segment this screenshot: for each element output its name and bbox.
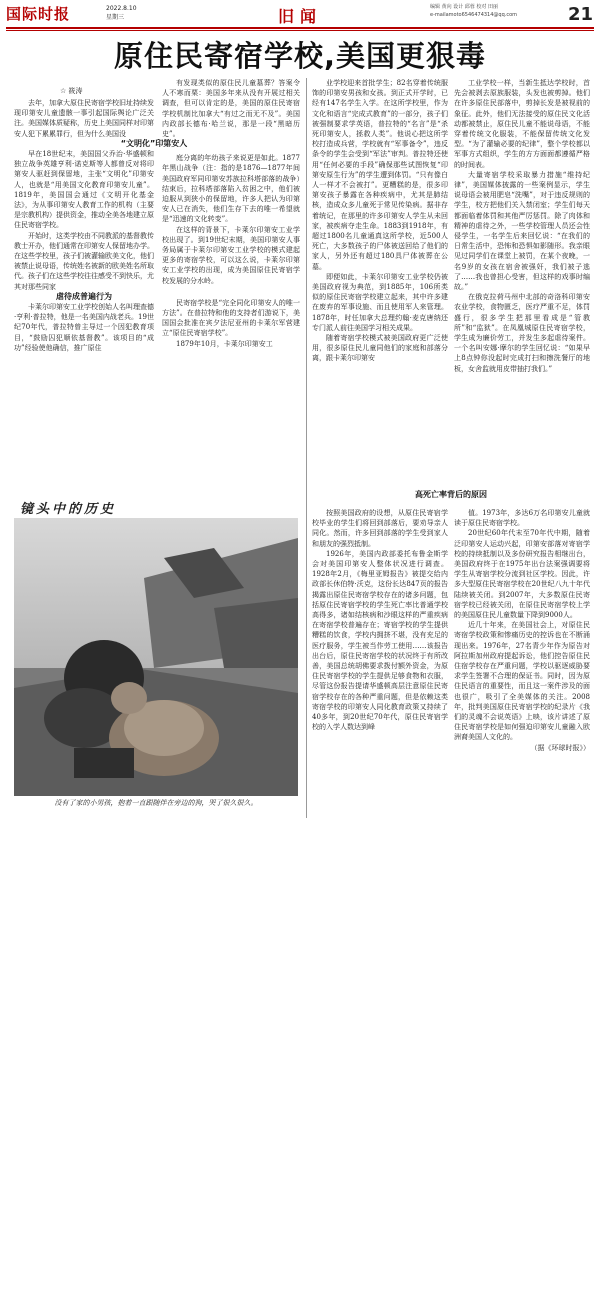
source-credit: （据《环球时报》） — [530, 743, 590, 752]
section-title: 旧闻 — [278, 7, 323, 26]
page-header — [0, 0, 600, 28]
masthead-brand: 国际时报 — [6, 5, 71, 23]
photo-watermark-label: 无处可去 — [34, 1290, 71, 1300]
spacer — [162, 286, 300, 298]
editor-contacts: 编辑 黄向 设计 邱蓉 校对 田丽 e-mailamoto6546474314@qq.com — [430, 4, 518, 18]
header-rule — [6, 27, 594, 29]
historical-photo — [14, 518, 298, 796]
paragraph: 随着寄宿学校模式被美国政府更广泛使用，很多原住民儿童同他们的家庭和部落分离，跟卡莱尔印第安 — [312, 334, 448, 363]
paragraph: 大量寄宿学校采取暴力措施“维持纪律”，美国媒体披露的一些案例显示，学生说母语会被用肥皂“洗嘴”，对于违反规则的学生，校方把他们关入禁闭室；学生们每天都面临着体罚和其他严厉惩罚。除了肉体和精神的虐待之外，一些学校管理人员还会性侵学生，一名学生后来回忆说：“在我们的日常生活中，恐怖和恐惧如影随形。我亲眼见过同学们在课堂上被罚，在某个夜晚，一名9岁的女孩在宿舍被强奸，我们被子逃了……我也曾担心受害，但这样的戏事时编故。” — [454, 170, 590, 292]
article-column-3 — [312, 78, 448, 482]
paragraph: 去年，加拿大原住民寄宿学校旧址持续发现印第安儿童遗骸一事引起国际舆论广泛关注。美国媒体质疑称，历史上美国同样对印第安人犯下累累罪行，但为什么美国没 — [14, 99, 154, 138]
subheading-container — [312, 490, 590, 504]
spacer — [162, 139, 300, 153]
paragraph: 按照美国政府的设想，从原住民寄宿学校毕业的学生们将回到部落后，要劝导亲人同化。然而，许多回到部落的学生受到家人和朋友的强烈抵制。 — [312, 509, 448, 548]
photo-illustration — [14, 518, 298, 796]
column-divider — [306, 78, 307, 818]
paragraph: 民寄宿学校是“完全同化印第安人的唯一方法”。在普拉特和他的支持者们游说下，美国国会批准在宾夕法尼亚州的卡莱尔军营建立“原住民寄宿学校”。 — [162, 298, 300, 338]
paragraph: 开始时，这类学校由不同教派的基督教传教士开办，他们通常在印第安人保留地办学。在这些学校里，孩子们被灌输欧美文化，他们被禁止说母语，传统姓名被新的欧美姓名所取代。孩子们在这些学校往往感受不到快乐，尤其对那些同家 — [14, 231, 154, 291]
paragraph: 庭分离的年幼孩子来说更是如此。1877年黑山战争（注：指的是1876—1877年间美国政府军同印第安苏族拉科塔部落的战争）结束后，拉科塔部落陷入贫困之中，他们被迫服从到狭小的保留地，许多人把认为印第安人已在消失，他们生存下去的唯一希望就是“迅速的文化转变”。 — [162, 154, 300, 224]
paragraph: 有发现类似的原住民儿童墓葬？答案令人不寒而栗：美国多年来从没有开展过相关调查，但可以肯定的是，美国的原住民寄宿学校机制比加拿大“有过之而无不及”。美国内政部长德布·哈兰说，那是一段“黑暗历史”。 — [162, 79, 300, 139]
header-rule-thin — [6, 30, 594, 31]
photo-section-title: 镜头中的历史 — [20, 502, 117, 517]
paragraph: 在俄克拉荷马州中北部的奇洛科印第安农业学校，食物匮乏，医疗严重不足，体罚盛行，很多学生把那里看成是“管教所”和“监狱”。在凤凰城原住民寄宿学校，学生成为廉价劳工，并发生多起虐待案件。一个名叫安娜·摩尔的学生回忆说：“如果早上8点钟你没起时完成打扫和擦洗餐厅的地板，女舍监就用皮带抽打我们。” — [454, 293, 590, 373]
paragraph: 1879年10月，卡莱尔印第安工 — [176, 339, 273, 348]
issue-date: 2022.8.10 星期三 — [106, 5, 137, 21]
photo-caption: 没有了家的小男孩，抱着一直跟随伴在旁边的狗，哭了很久很久。 — [54, 799, 258, 807]
paragraph: 工业学校一样，当新生抵达学校时，首先会被剥去原族服装，头发也被剪掉。他们在许多原住民部落中，剪掉长发是被视前的象征。此外，他们无法接受的原住民文化活动都被禁止，原住民儿童不能说母语，不能穿着传统文化服装，不能保留传统文化发型。“为了灌输必要的纪律”，整个学校都以军事方式组织，学生的方方面面都遵循严格的时间表。 — [454, 79, 590, 169]
article-column-4 — [454, 78, 590, 482]
paragraph: 业学校迎来首批学生；82名穿着传统服饰的印第安男孩和女孩。到正式开学时，已经有147名学生入学。在这所学校里，作为文化和语言“完成式教育”的一部分，孩子们被强制要求学英语，普拉特的“名言”是“杀死印第安人，拯救人类”。他说心把这所学校打造成兵营，学校就有“军事备令”，违反条令的学生会受到“军法”审判。普拉特还使用“任何必要的手段”确保那些试图恢复“印第安原生行为”的学生遭到体罚。“只有像白人一样才不会被打”。更糟糕的是，很多印第安孩子暴露在各种疾病中，尤其是肺结核，造成众多儿童死于常见传染病。据非存着统记，在那里的许多印第安人学生从未回家，被疾病夺走生命。1883到1918年，有超过1800名儿童通真这所学校，近500人死亡，大多数孩子的尸体被送回给了他们的家人，另外还有超过180具尸体被葬在公墓。 — [312, 79, 448, 271]
article-column-5 — [312, 508, 448, 818]
page-number: 21 — [568, 4, 594, 25]
subheading-civilize: “文明化”印第安人 — [120, 138, 188, 148]
paragraph: 在这样的背景下，卡莱尔印第安工业学校出现了。到19世纪末期，美国印第安人事务局属于卡莱尔印第安工业学校的模式建起更多的寄宿学校，可以这么说，卡莱尔印第安工业学校的出现，成为美国原住民寄宿学校发展的分水岭。 — [162, 225, 300, 285]
paragraph: 1926年，美国内政部委托布鲁金斯学会对美国印第安人整体状况进行调查。1928年2月，《梅里亚姆报告》被提交给内政部长休伯特·沃克，这份长达847页的报告揭露出原住民寄宿学校存在的诸多问题，包括原住民寄宿学校的学生死亡率比普通学校高得多，诸如结核病和沙眼这样的严重疾病在寄宿学校普遍存在；寄宿学校的学生提供糟糕的饮食，学校内拥挤不堪，没有充足的医疗服务，学生被当作劳工使用……该报告出台后，原住民寄宿学校的状况终于有所改善，美国总统胡佛要求拨付额外资金，为原住民寄宿学校的学生提供足够食物和衣服，尽管这份报告提请华盛顿高层注意原住民寄宿学校存在的各种严重问题，但是依赖这类寄宿学校的印第安人同化教育政策又持续了40多年，到20世纪70年代，原住民寄宿学校的入学人数达到峰 — [312, 549, 448, 732]
article-column-2 — [162, 78, 300, 496]
paragraph: 早在18世纪末，美国国父乔治·华盛顿和独立战争英雄亨利·诺克斯等人都曾反对将印第安人驱赶到保留地，主张“文明化”印第安人，也就是“用美国文化教育印第安儿童”。1819年，美国国会通过《文明开化基金法》，为从事印第安人教育工作的机构（主要是宗教机构）提供资金，推动全美各地建立原住民寄宿学校。 — [14, 150, 154, 230]
article-column-6 — [454, 508, 590, 818]
subheading-death-rate: 高死亡率背后的原因 — [415, 490, 487, 499]
paragraph: 即便如此，卡莱尔印第安工业学校仍被美国政府视为典范，到1885年，106所类似的原住民寄宿学校建立起来，其中许多建在废弃的军事设施、而且使用军人来管理。1878年，时任加拿大总理约翰·麦克唐纳还专门派人前往美国学习相关成果。 — [312, 272, 448, 332]
history-photo-box — [14, 498, 298, 1300]
headline: 原住民寄宿学校,美国更狠毒 — [113, 39, 487, 73]
paragraph: 20世纪60年代末至70年代中期，随着泛印第安人运动兴起，印第安部落对寄宿学校的持续抵制以及多份研究报告相继出台，美国政府终于在1975年出台法案强调要将学生从寄宿学校分流到社区学校。因此，许多大型原住民寄宿学校在20世纪八九十年代陆续被关闭。到2007年，大多数原住民寄宿学校已经被关闭，在原住民寄宿学校上学的美国原住民儿童数量下降到9000人。 — [454, 529, 590, 620]
subheading-abuse: 虐待成普遍行为 — [56, 291, 112, 301]
article-column-1 — [14, 98, 188, 496]
author-byline: ☆ 筱涛 — [60, 87, 83, 95]
paragraph: 近几十年来，在美国社会上，对原住民寄宿学校政策和惨痛历史的控诉也在不断涌现出来。1976年，27名青少年作为原告对阿拉斯加州政府提起诉讼，他们控告原住民住宿学校存在严重问题，学校以驱逐威胁要求学生签署不合理的保证书。同时，因为原住民语言的重要性，而且这一案件涉及的面也很广，吸引了全美媒体的关注。2008年，批判美国原住民寄宿学校的纪录片《我们的灵魂不会说英语》上映，该片讲述了原住民寄宿学校是如何强迫印第安儿童融入欧洲裔美国人文化的。 — [454, 621, 590, 742]
paragraph: 值。1973年，多达6万名印第安儿童就读于原住民寄宿学校。 — [454, 509, 590, 528]
paragraph: 卡莱尔印第安工业学校创始人名叫理查德·亨利·普拉特，他是一名美国内战老兵。19世纪70年代，普拉特曾主导过一个因犯教育项目，“鼓励囚犯顺依基督教”。该项目的“成功”经验使他确信，推广原住 — [14, 303, 154, 352]
